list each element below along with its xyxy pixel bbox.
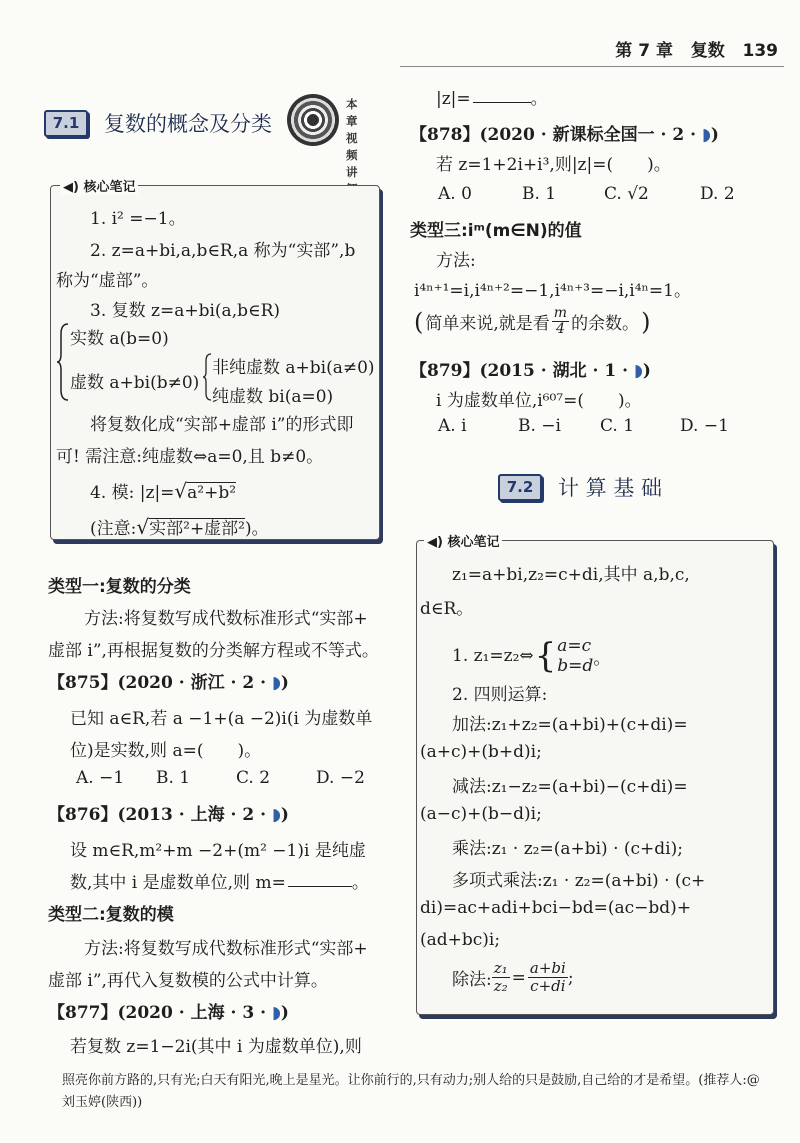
problem-875-option-b[interactable]: B. 1 (156, 768, 191, 788)
inner-brace-icon (202, 352, 212, 402)
type-2-method-line-1: 方法:将复数写成代数标准形式“实部+ (84, 939, 368, 959)
problem-875-tag: 【875】(2020 · 浙江 · 2 · ◗) (48, 673, 289, 693)
problem-878-option-b[interactable]: B. 1 (522, 184, 557, 204)
header-rule (400, 66, 784, 67)
section-badge: 7.1 (44, 110, 88, 137)
addition-line-1: 加法:z₁+z₂=(a+bi)+(c+di)= (452, 715, 688, 735)
video-icon[interactable]: ◗ (266, 673, 281, 693)
division-line: 除法: $\frac{\text{z₁}}{\text{z₂}}$ = $\frac{a+bi}{c+di}$ ; (452, 959, 574, 995)
problem-879-option-b[interactable]: B. −i (518, 416, 561, 436)
left-brace-icon (56, 322, 70, 402)
footer-quote: 照亮你前方路的,只有光;白天有阳光,晚上是星光。让你前行的,只有动力;别人给的只是鼓励,自己给的才是希望。(推荐人:@刘玉婷(陕西)) (62, 1073, 760, 1110)
problem-878-option-d[interactable]: D. 2 (700, 184, 735, 204)
core-notes-label: ◀) 核心笔记 (424, 531, 502, 550)
page-header (615, 36, 778, 61)
subtraction-line-2: (a−c)+(b−d)i; (420, 804, 542, 824)
video-icon[interactable]: ◗ (628, 361, 643, 381)
type-3-tip: ( 简单来说,就是看 m 4 的余数。 ) (414, 305, 651, 337)
problem-876-line-1: 设 m∈R,m²+m −2+(m² −1)i 是纯虚 (70, 841, 366, 861)
problem-875-option-d[interactable]: D. −2 (316, 768, 365, 788)
pure-imaginary-line: 纯虚数 bi(a=0) (212, 387, 334, 407)
section-7-1-heading (44, 108, 272, 138)
type-3-title: 类型三:iᵐ(m∈N)的值 (410, 221, 582, 241)
type-2-title: 类型二:复数的模 (48, 905, 174, 925)
problem-879-option-d[interactable]: D. −1 (680, 416, 729, 436)
video-icon[interactable]: ◗ (266, 1003, 281, 1023)
problem-879-line-1: i 为虚数单位,i⁶⁰⁷=( )。 (436, 391, 642, 411)
chapter-number: 第 7 章 (615, 41, 673, 61)
poly-mult-line-3: (ad+bc)i; (420, 930, 501, 950)
modulus-formula: 4. 模: |z|=√a²+b² (90, 479, 237, 503)
poly-mult-line-2: di)=ac+adi+bci−bd=(ac−bd)+ (420, 898, 692, 918)
video-icon[interactable]: ◗ (696, 125, 711, 145)
problem-878-option-c[interactable]: C. √2 (604, 184, 649, 204)
section-title: 复数的概念及分类 (104, 112, 272, 136)
type-3-formula: i⁴ⁿ⁺¹=i,i⁴ⁿ⁺²=−1,i⁴ⁿ⁺³=−i,i⁴ⁿ=1。 (414, 281, 691, 301)
non-pure-imaginary-line: 非纯虚数 a+bi(a≠0) (212, 358, 375, 378)
answer-blank[interactable] (288, 886, 352, 887)
qr-label: 本章视频讲 (346, 97, 358, 179)
subtraction-line-1: 减法:z₁−z₂=(a+bi)−(c+di)= (452, 777, 688, 797)
section-title: 计 算 基 础 (558, 476, 663, 500)
addition-line-2: (a+c)+(b+d)i; (420, 742, 542, 762)
note-line-2: 2. z=a+bi,a,b∈R,a 称为“实部”,b (90, 241, 356, 261)
type-2-method-line-2: 虚部 i”,再代入复数模的公式中计算。 (48, 971, 328, 991)
problem-878-line-1: 若 z=1+2i+i³,则|z|=( )。 (436, 155, 671, 175)
problem-875-option-a[interactable]: A. −1 (76, 768, 125, 788)
section-7-2-heading (498, 472, 662, 502)
note-line-6: 可! 需注意:纯虚数⇔a=0,且 b≠0。 (56, 447, 324, 467)
problem-877-line-1: 若复数 z=1−2i(其中 i 为虚数单位),则 (70, 1037, 362, 1057)
answer-blank[interactable] (473, 102, 531, 103)
poly-mult-line-1: 多项式乘法:z₁ · z₂=(a+bi) · (c+ (452, 871, 706, 891)
problem-879-option-c[interactable]: C. 1 (600, 416, 635, 436)
note2-line-2: d∈R。 (420, 599, 474, 619)
type-1-title: 类型一:复数的分类 (48, 577, 191, 597)
multiplication-line: 乘法:z₁ · z₂=(a+bi) · (c+di); (452, 839, 683, 859)
problem-879-tag: 【879】(2015 · 湖北 · 1 · ◗) (410, 361, 651, 381)
type-1-method-line-1: 方法:将复数写成代数标准形式“实部+ (84, 609, 368, 629)
type-1-method-line-2: 虚部 i”,再根据复数的分类解方程或不等式。 (48, 641, 379, 661)
note2-line-4: 2. 四则运算: (452, 685, 548, 705)
chapter-title: 复数 (690, 41, 725, 61)
note-line-1: 1. i² =−1。 (90, 209, 186, 229)
page-number: 139 (742, 41, 778, 61)
problem-878-option-a[interactable]: A. 0 (438, 184, 472, 204)
core-notes-label: ◀) 核心笔记 (60, 176, 138, 195)
imaginary-number-line: 虚数 a+bi(b≠0) (70, 373, 200, 393)
note-line-4: 3. 复数 z=a+bi(a,b∈R) (90, 301, 280, 321)
problem-875-option-c[interactable]: C. 2 (236, 768, 271, 788)
note2-line-1: z₁=a+bi,z₂=c+di,其中 a,b,c, (452, 565, 690, 585)
problem-875-line-2: 位)是实数,则 a=( )。 (70, 741, 262, 761)
real-number-line: 实数 a(b=0) (70, 329, 169, 349)
problem-875-line-1: 已知 a∈R,若 a −1+(a −2)i(i 为虚数单 (70, 709, 373, 729)
note2-equality: 1. z₁=z₂⇔ { a=c b=d 。 (452, 636, 611, 676)
modulus-note: (注意:√实部²+虚部²)。 (90, 515, 269, 539)
problem-877-continuation: |z|= 。 (436, 89, 548, 109)
note-line-3: 称为“虚部”。 (56, 271, 159, 291)
section-badge: 7.2 (498, 474, 542, 501)
problem-877-tag: 【877】(2020 · 上海 · 3 · ◗) (48, 1003, 289, 1023)
problem-876-tag: 【876】(2013 · 上海 · 2 · ◗) (48, 805, 289, 825)
problem-879-option-a[interactable]: A. i (438, 416, 467, 436)
type-3-method: 方法: (436, 251, 476, 271)
video-icon[interactable]: ◗ (266, 805, 281, 825)
problem-878-tag: 【878】(2020 · 新课标全国一 · 2 · ◗) (410, 125, 719, 145)
qr-code-icon[interactable] (287, 94, 339, 146)
problem-876-line-2: 数,其中 i 是虚数单位,则 m= 。 (70, 873, 369, 893)
note-line-5: 将复数化成“实部+虚部 i”的形式即 (90, 415, 354, 435)
